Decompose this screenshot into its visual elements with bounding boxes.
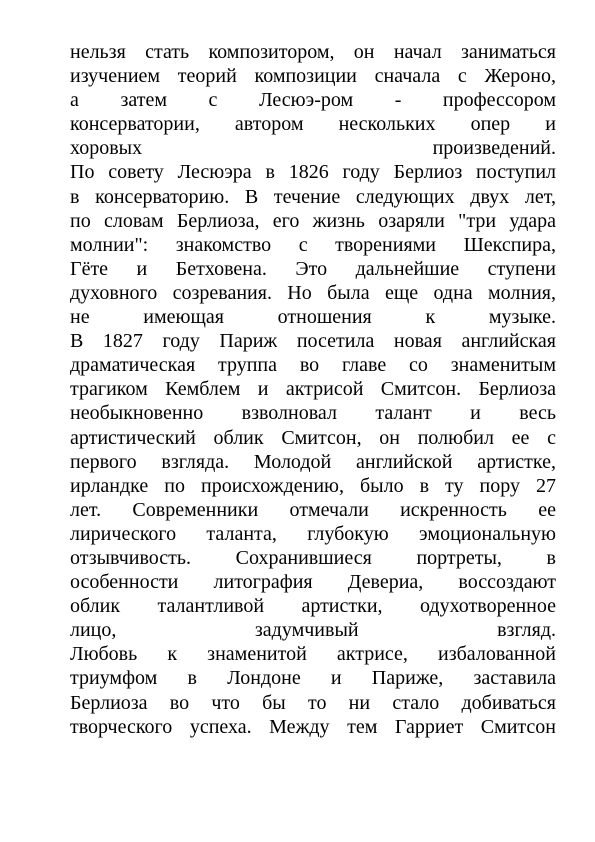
text-line: драматическая труппа во главе со знаменитым xyxy=(70,354,556,377)
text-line: а затем с Лесюэ-ром - профессором xyxy=(70,89,556,112)
text-line: триумфом в Лондоне и Париже, заставила xyxy=(70,667,556,690)
text-line: ирландке по происхождению, было в ту пору 27 xyxy=(70,474,556,497)
text-line: первого взгляда. Молодой английской артистке, xyxy=(70,450,556,473)
text-line: в консерваторию. В течение следующих двух лет, xyxy=(70,185,556,208)
text-line: Любовь к знаменитой актрисе, избалованной xyxy=(70,643,556,666)
text-line: молнии": знакомство с творениями Шекспира, xyxy=(70,233,556,256)
text-line: нельзя стать композитором, он начал заниматься xyxy=(70,41,556,63)
text-line: лицо, задумчивый взгляд. xyxy=(70,619,556,642)
text-line: Гёте и Бетховена. Это дальнейшие ступени xyxy=(70,257,556,280)
text-line: трагиком Кемблем и актрисой Смитсон. Берлиоза xyxy=(70,378,556,401)
text-line: В 1827 году Париж посетила новая английская xyxy=(70,330,556,353)
text-line: изучением теорий композиции сначала с Жероно, xyxy=(70,65,556,88)
text-line: творческого успеха. Между тем Гарриет Смитсон xyxy=(70,715,556,738)
text-line: духовного созревания. Но была еще одна молния, xyxy=(70,281,556,304)
text-line: лирического таланта, глубокую эмоциональную xyxy=(70,522,556,545)
text-line: консерватории, автором нескольких опер и xyxy=(70,113,556,136)
text-line: особенности литография Девериа, воссоздают xyxy=(70,571,556,594)
text-line: хоровых произведений. xyxy=(70,137,556,160)
text-line: не имеющая отношения к музыке. xyxy=(70,306,556,329)
text-line: отзывчивость. Сохранившиеся портреты, в xyxy=(70,546,556,569)
text-line: Берлиоза во что бы то ни стало добиваться xyxy=(70,691,556,714)
document-page xyxy=(70,40,556,739)
text-line: артистический облик Смитсон, он полюбил ее с xyxy=(70,426,556,449)
text-line: облик талантливой артистки, одухотворенное xyxy=(70,595,556,618)
body-text xyxy=(70,40,556,739)
text-line: по словам Берлиоза, его жизнь озаряли "три удара xyxy=(70,209,556,232)
text-line: По совету Лесюэра в 1826 году Берлиоз поступил xyxy=(70,161,556,184)
text-line: лет. Современники отмечали искренность ее xyxy=(70,498,556,521)
text-line: необыкновенно взволновал талант и весь xyxy=(70,402,556,425)
